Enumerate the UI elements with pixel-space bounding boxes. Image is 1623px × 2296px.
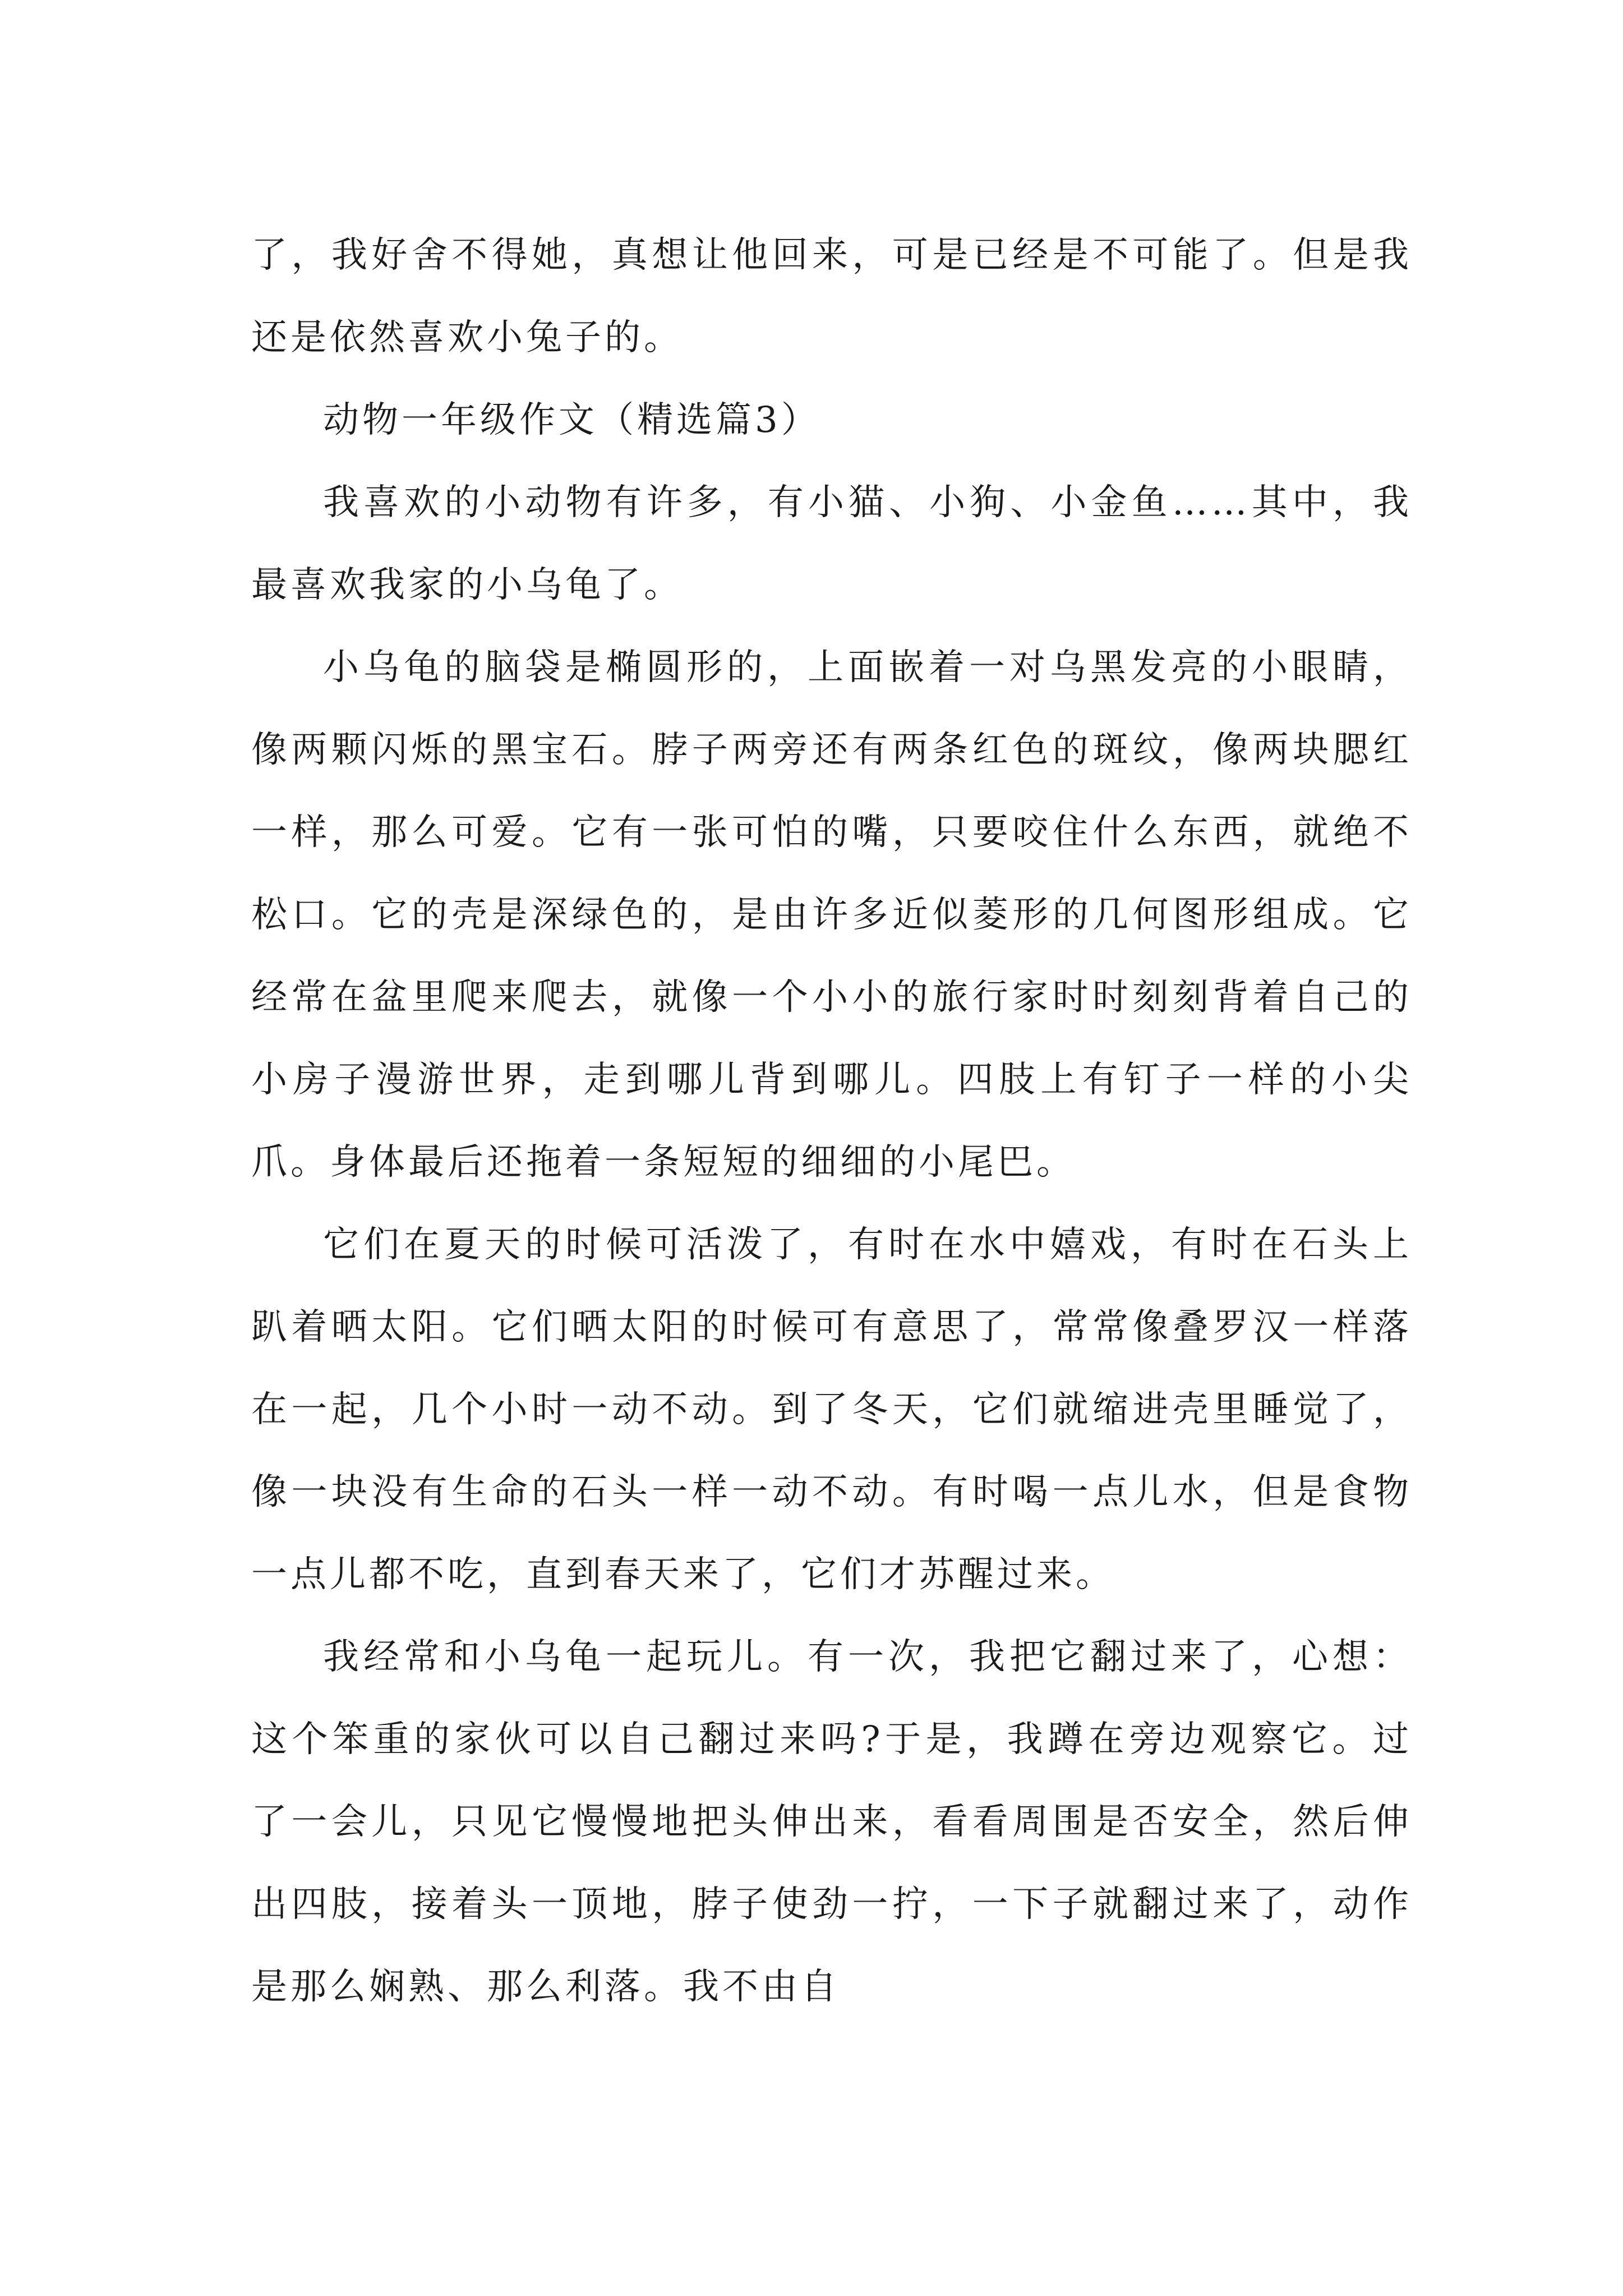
paragraph: 小乌龟的脑袋是椭圆形的，上面嵌着一对乌黑发亮的小眼睛，像两颗闪烁的黑宝石。脖子两旁还有两条红色的斑纹，像两块腮红一样，那么可爱。它有一张可怕的嘴，只要咬住什么东西，就绝不松口。它的壳是深绿色的，是由许多近似菱形的几何图形组成。它经常在盆里爬来爬去，就像一个小小的旅行家时时刻刻背着自己的小房子漫游世界，走到哪儿背到哪儿。四肢上有钉子一样的小尖爪。身体最后还拖着一条短短的细细的小尾巴。 bbox=[251, 647, 1412, 1183]
continuation-paragraph: 了，我好舍不得她，真想让他回来，可是已经是不可能了。但是我还是依然喜欢小兔子的。 bbox=[251, 234, 1412, 358]
document-body bbox=[251, 214, 1412, 2028]
paragraph: 它们在夏天的时候可活泼了，有时在水中嬉戏，有时在石头上趴着晒太阳。它们晒太阳的时候可有意思了，常常像叠罗汉一样落在一起，几个小时一动不动。到了冬天，它们就缩进壳里睡觉了，像一块没有生命的石头一样一动不动。有时喝一点儿水，但是食物一点儿都不吃，直到春天来了，它们才苏醒过来。 bbox=[251, 1224, 1412, 1595]
section-heading: 动物一年级作文（精选篇3） bbox=[323, 399, 820, 441]
paragraph: 我经常和小乌龟一起玩儿。有一次，我把它翻过来了，心想：这个笨重的家伙可以自己翻过来吗?于是，我蹲在旁边观察它。过了一会儿，只见它慢慢地把头伸出来，看看周围是否安全，然后伸出四肢，接着头一顶地，脖子使劲一拧，一下子就翻过来了，动作是那么娴熟、那么利落。我不由自 bbox=[251, 1636, 1412, 2008]
paragraph: 我喜欢的小动物有许多，有小猫、小狗、小金鱼……其中，我最喜欢我家的小乌龟了。 bbox=[251, 482, 1412, 606]
